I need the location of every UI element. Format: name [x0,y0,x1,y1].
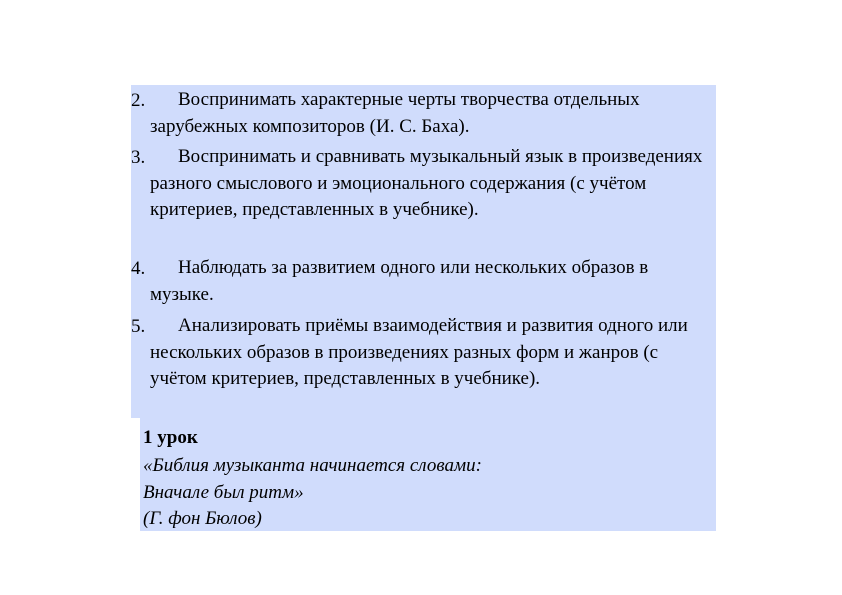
list-item-number: 4. [131,258,146,279]
quote-author: (Г. фон Бюлов) [143,508,262,529]
list-item-text: Воспринимать и сравнивать музыкальный язык в произведениях разного смыслового и эмоционального содержания (с учётом критериев, представленных в учебнике). [150,146,703,220]
list-item-number: 2. [131,90,146,111]
list-item-text: Воспринимать характерные черты творчества отдельных зарубежных композиторов (И. С. Баха). [150,89,640,137]
quote-line: Вначале был ритм» [143,482,304,503]
lesson-title: 1 урок [143,427,198,448]
objectives-list [131,85,716,418]
list-item-text: Наблюдать за развитием одного или нескольких образов в музыке. [150,257,649,305]
list-item-number: 3. [131,147,146,168]
quote-line: «Библия музыканта начинается словами: [143,455,482,476]
list-item-number: 5. [131,316,146,337]
list-item-text: Анализировать приёмы взаимодействия и развития одного или нескольких образов в произведениях разных форм и жанров (с учётом критериев, представленных в учебнике). [150,315,688,389]
lesson-epigraph [140,418,716,531]
